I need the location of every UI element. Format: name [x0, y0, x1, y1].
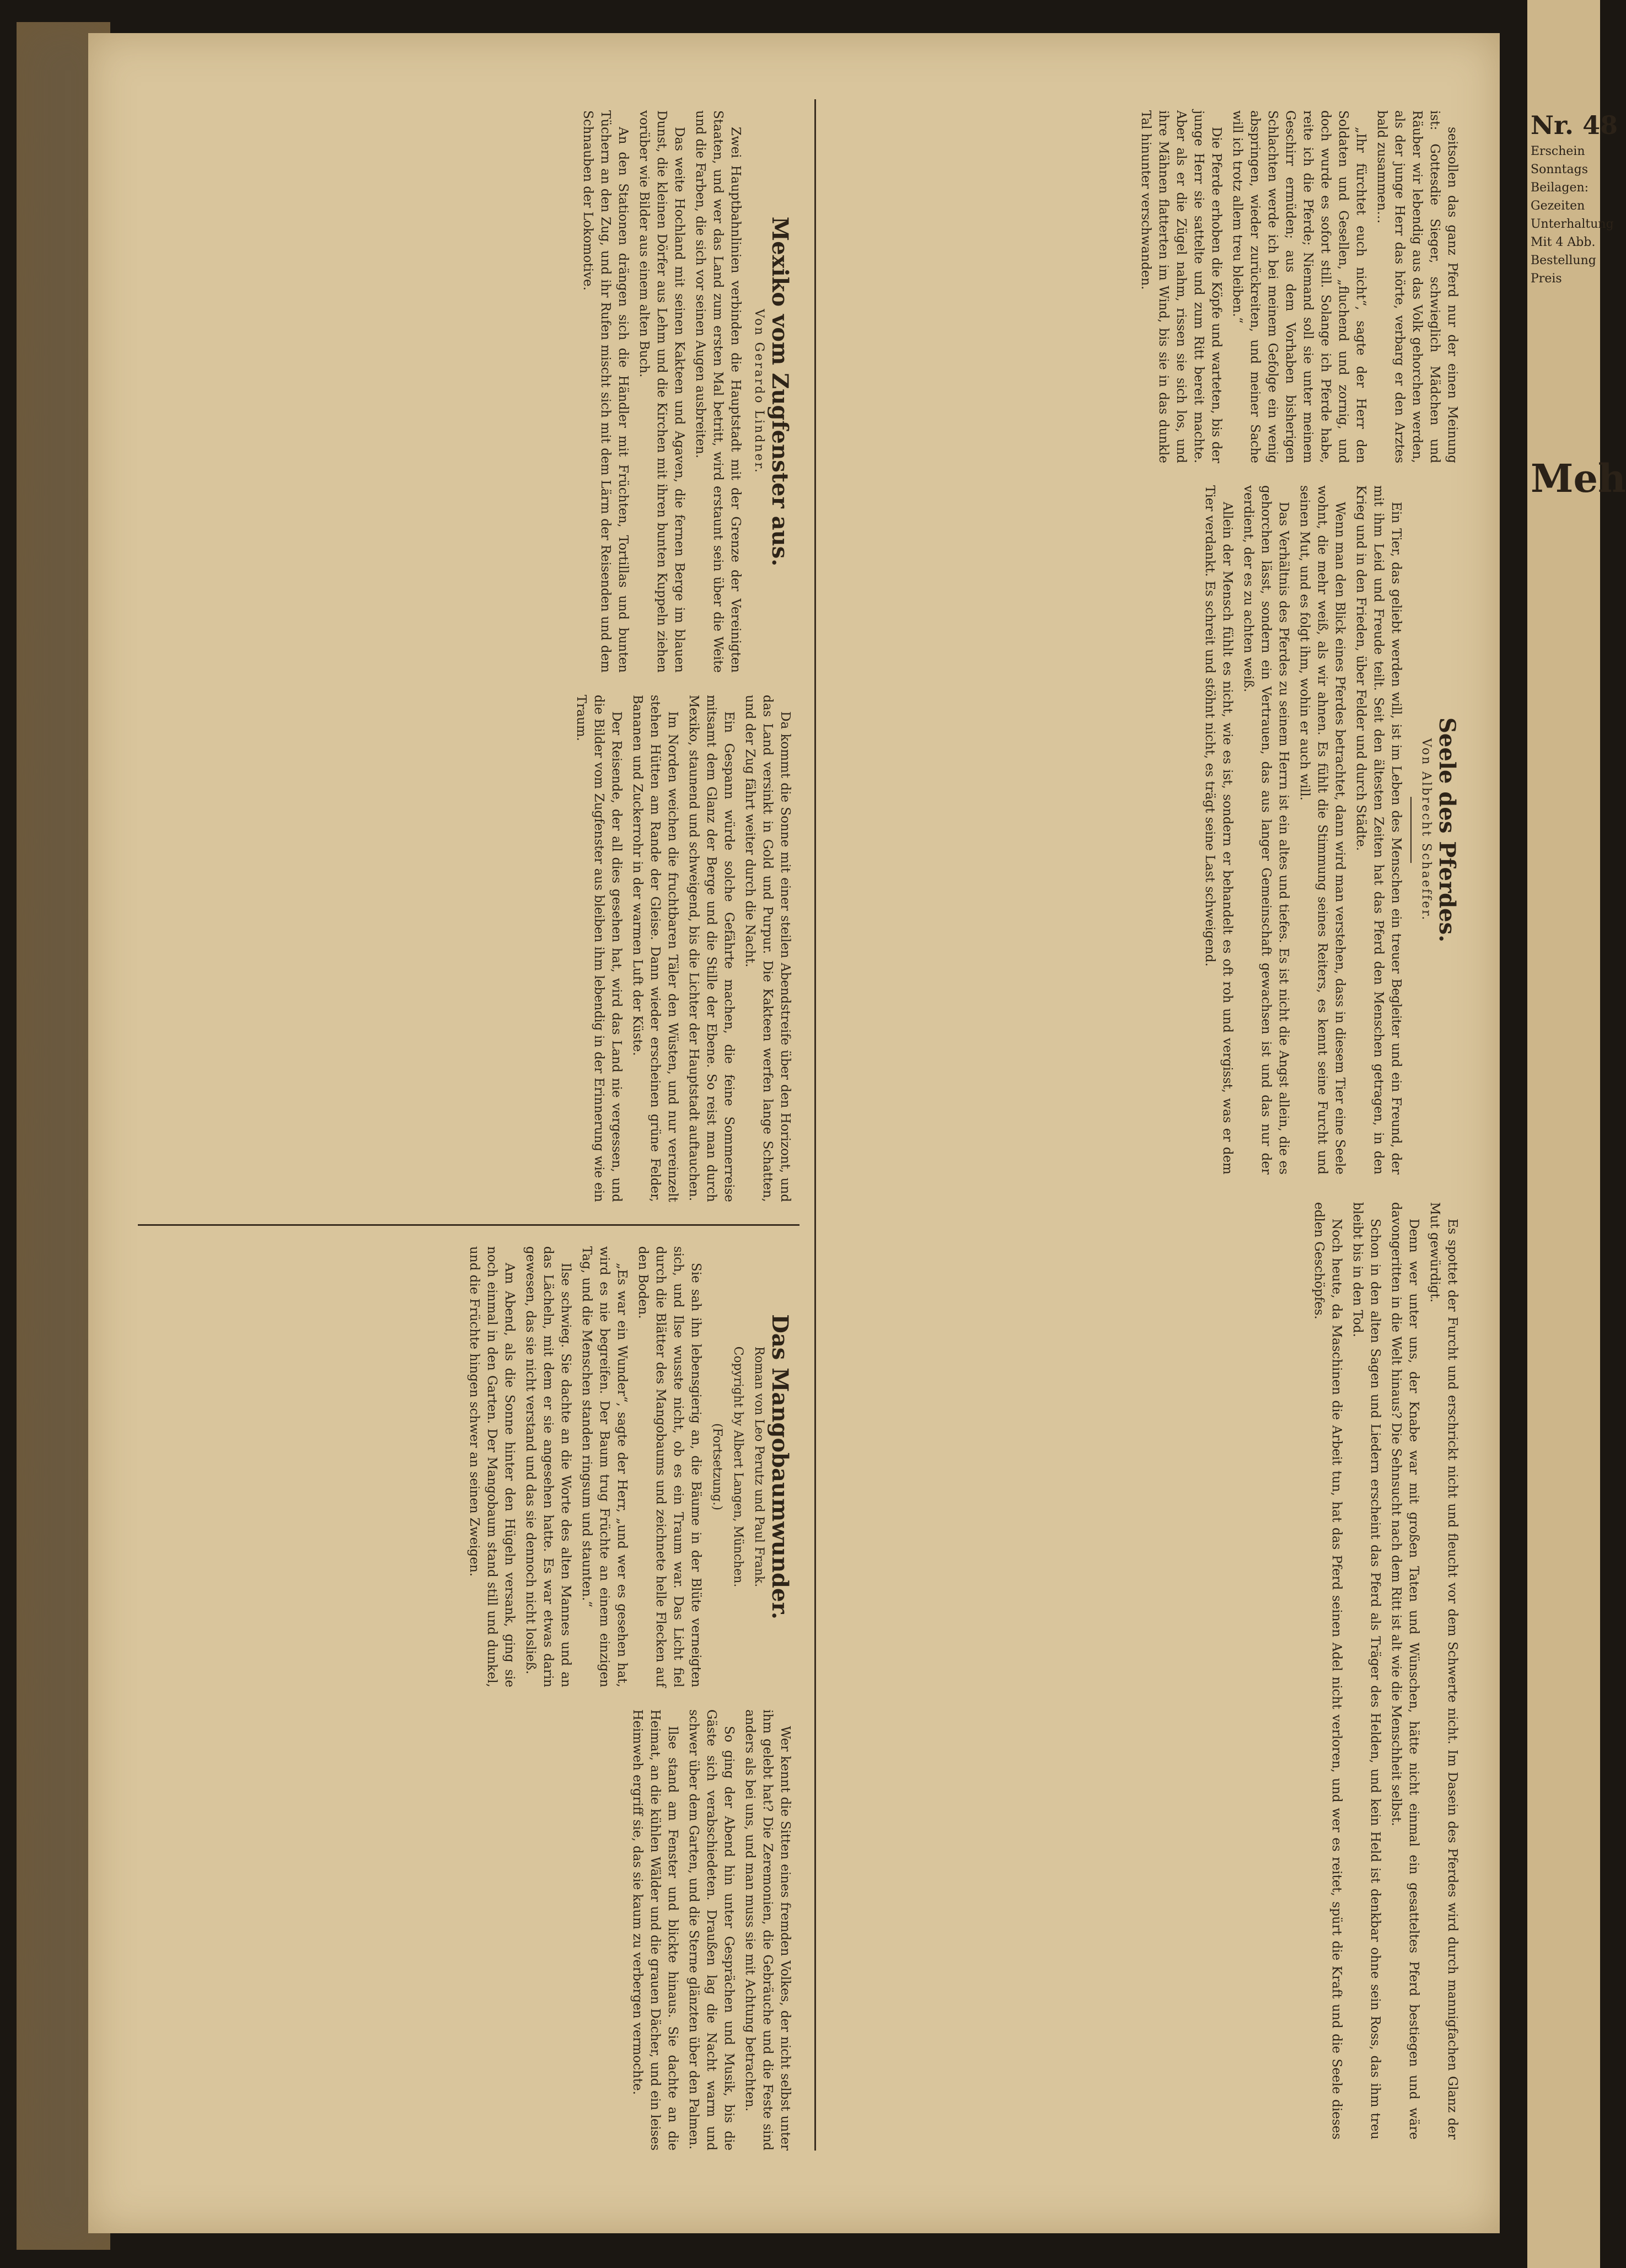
article-mexiko: Mexiko vom Zugfenster aus. Von Gerardo Lindner. Zwei Hauptbahnlinien verbinden die Hauptstadt mit der Grenze der Vereinigten Staaten, und wer das Land zum ersten Mal betritt, wird erstaunt sein über die Weite und die Farben, die sich vor seinen Augen ausbreiten. Das weite Hochland mit seinen Kakteen und Agaven, die fernen Berge im blauen Dunst, die kleinen Dörfer aus Lehm und die Kirchen mit ihren bunten Kuppeln ziehen vorüber wie Bilder aus einem alten Buch. An den Stationen drängen sich die Händler mit Früchten, Tortillas und bunten Tüchern an den Zug, und ihr Rufen mischt sich mit dem Lärm der Reisenden und dem Schnauben der Lokomotive. [581, 110, 793, 673]
edge-line-5: Unterhaltung [1531, 217, 1614, 231]
horizontal-rule [814, 99, 816, 2151]
article-mexiko-continued: Da kommt die Sonne mit einer steilen Abendstreife über den Horizont, und das Land versinkt in Gold und Purpur. Die Kakteen werfen lange Schatten, und der Zug fährt weiter durch die Nacht. Ein Gespann würde solche Gefährte machen, die feine Sommerreise mitsamt dem Glanz der Berge und die Stille der Ebene. So reist man durch Mexiko, staunend und schweigend, bis die Lichter der Hauptstadt auftauchen. Im Norden weichen die fruchtbaren Täler den Wüsten, und nur vereinzelt stehen Hütten am Rande der Gleise. Dann wieder erscheinen grüne Felder, Bananen und Zuckerrohr in der warmen Luft der Küste. Der Reisende, der all dies gesehen hat, wird das Land nie vergessen, und die Bilder vom Zugfenster aus bleiben ihm lebendig in der Erinnerung wie ein Traum. [574, 695, 792, 1202]
edge-line-2: Sonntags [1531, 163, 1588, 176]
edge-line-6: Mit 4 Abb. [1531, 235, 1596, 249]
article-author: Roman von Leo Perutz und Paul Frank. [752, 1346, 766, 1588]
copyright-line: Copyright by Albert Langen, München. [731, 1346, 745, 1588]
edge-line-1: Erschein [1531, 144, 1585, 158]
article-mangobaumwunder: Das Mangobaumwunder. Roman von Leo Perutz und Paul Frank. Copyright by Albert Langen, München. (Fortsetzung.) Sie sah ihn lebensgierig an, die Bäume in der Blüte verneigten sich, und Ilse wusste nicht, ob es ein Traum war. Das Licht fiel durch die Blätter des Mangobaums und zeichnete helle Flecken auf den Boden. „Es war ein Wunder“, sagte der Herr, „und wer es gesehen hat, wird es nie begreifen. Der Baum trug Früchte an einem einzigen Tag, und die Menschen standen ringsum und staunten.“ Ilse schwieg. Sie dachte an die Worte des alten Mannes und an das Lächeln, mit dem er sie angesehen hatte. Es war etwas darin gewesen, das sie nicht verstand und das sie dennoch nicht losließ. Am Abend, als die Sonne hinter den Hügeln versank, ging sie noch einmal in den Garten. Der Mangobaum stand still und dunkel, und die Früchte hingen schwer an seinen Zweigen. [467, 1246, 793, 1687]
edge-line-3: Beilagen: [1531, 181, 1589, 195]
article-seele-des-pferdes: Seele des Pferdes. Von Albrecht Schaeffer. Ein Tier, das geliebt werden will, ist im Leben des Menschen ein treuer Begleiter und ein Freund, der mit ihm Leid und Freude teilt. Seit den ältesten Zeiten hat das Pferd den Menschen getragen, in den Krieg und in den Frieden, über Felder und durch Städte. Wenn man den Blick eines Pferdes betrachtet, dann wird man verstehen, dass in diesem Tier eine Seele wohnt, die mehr weiß, als wir ahnen. Es fühlt die Stimmung seines Reiters, es kennt seine Furcht und seinen Mut, und es folgt ihm, wohin er auch will. Das Verhältnis des Pferdes zu seinem Herrn ist ein altes und tiefes. Es ist nicht die Angst allein, die es gehorchen lässt, sondern ein Vertrauen, das aus langer Gemeinschaft gewachsen ist und das nur der verdient, der es zu achten weiß. Allein der Mensch fühlt es nicht, wie es ist, sondern er behandelt es oft roh und vergisst, was er dem Tier verdankt. Es schreit und stöhnt nicht, es trägt seine Last schweigend. [1203, 485, 1460, 1175]
adjacent-page-strip [1527, 0, 1626, 2268]
article-title: Mexiko vom Zugfenster aus. [767, 216, 793, 567]
top-left-text: seitsollen das ganz Pferd nur der einen Meinung ist: Gottesdie Sieger, schwieglich Mädchen und Räuber wir lebendig aus das Volk gehorchen werden, als der junge Herr das hörte, verbarg er den Arztes bald zusammen… „Ihr fürchtet euch nicht“, sagte der Herr den Soldaten und Gesellen, „fluchend und zornig, und doch wurde es sofort still. Solange ich Pferde habe, reite ich die Pferde; Niemand soll sie unter meinem Geschirr ermüden; aus dem Vorhaben bisherigen Schlachten werde ich bei meinem Gefolge ein wenig abspringen, wieder zurückreiten, und meiner Sache will ich trotz allem treu bleiben.“ Die Pferde erhoben die Köpfe und warteten, bis der junge Herr sie sattelte und zum Ritt bereit machte. Aber als er die Zügel nahm, rissen sie sich los, und ihre Mähnen flatterten im Wind, bis sie in das dunkle Tal hinunter verschwanden. [1139, 110, 1459, 463]
issue-number: Nr. 48 [1531, 110, 1618, 140]
article-title: Das Mangobaumwunder. [767, 1314, 793, 1620]
edge-line-7: Bestellung [1531, 254, 1596, 267]
article-author: Von Albrecht Schaeffer. [1419, 738, 1433, 922]
continuation-note: (Fortsetzung.) [710, 1423, 724, 1510]
rotated-text-area [110, 55, 1478, 2206]
article-author: Von Gerardo Lindner. [752, 309, 766, 474]
article-mangobaumwunder-continued: Wer kennt die Sitten eines fremden Volkes, der nicht selbst unter ihm gelebt hat? Die Zeremonien, die Gebräuche und die Feste sind anders als bei uns, und man muss sie mit Achtung betrachten. So ging der Abend hin unter Gesprächen und Musik, bis die Gäste sich verabschiedeten. Draußen lag die Nacht warm und schwer über dem Garten, und die Sterne glänzten über den Palmen. Ilse stand am Fenster und blickte hinaus. Sie dachte an die Heimat, an die kühlen Wälder und die grauen Dächer, und ein leises Heimweh ergriff sie, das sie kaum zu verbergen vermochte. [630, 1709, 792, 2151]
edge-line-8: Preis [1531, 272, 1562, 286]
column-rule [138, 1224, 799, 1226]
article-title: Seele des Pferdes. [1434, 717, 1460, 942]
right-top-text: Es spottet der Furcht und erschrickt nicht und fleucht vor dem Schwerte nicht. Im Dasein des Pferdes wird durch mannigfachen Glanz der Mut gewürdigt. Denn wer unter uns, der Knabe war mit großen Taten und Wünschen, hätte nicht einmal ein gesatteltes Pferd bestiegen und wäre davongeritten in die Welt hinaus? Die Sehnsucht nach dem Ritt ist alt wie die Menschheit selbst. Schon in den alten Sagen und Liedern erscheint das Pferd als Träger des Helden, und kein Held ist denkbar ohne sein Ross, das ihm treu bleibt bis in den Tod. Noch heute, da Maschinen die Arbeit tun, hat das Pferd seinen Adel nicht verloren, und wer es reitet, spürt die Kraft und die Seele dieses edlen Geschöpfes. [1312, 1202, 1459, 2140]
edge-headline: Meh [1531, 455, 1626, 501]
edge-line-4: Gezeiten [1531, 199, 1585, 213]
